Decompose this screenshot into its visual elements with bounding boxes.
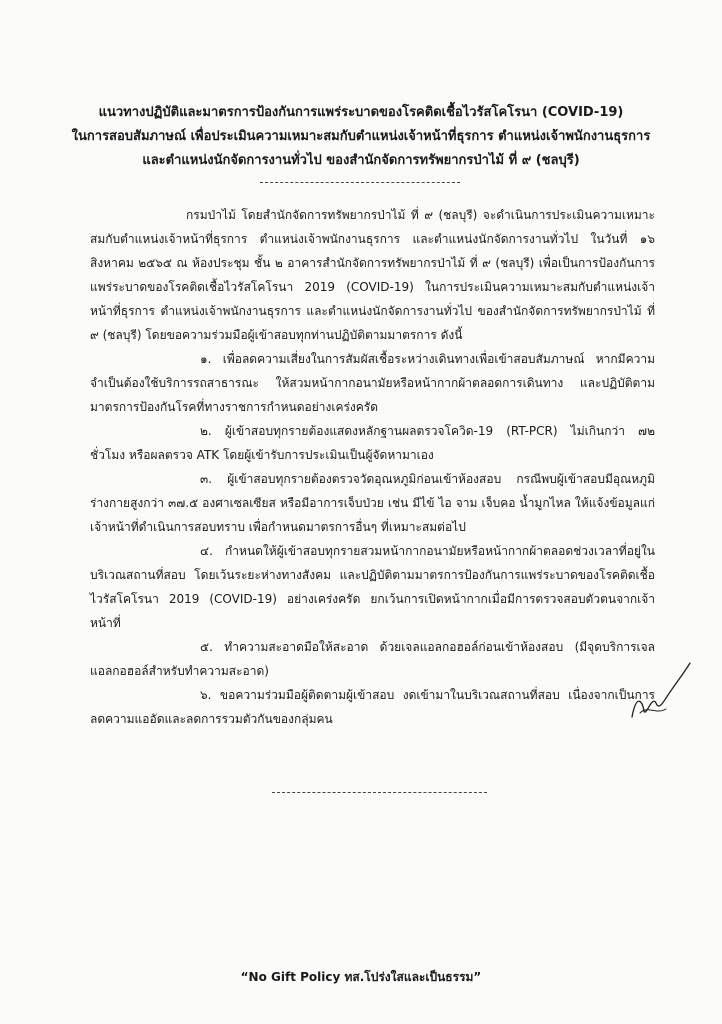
footer-policy: “No Gift Policy ทส.โปร่งใสและเป็นธรรม” bbox=[240, 970, 482, 984]
title-line: แนวทางปฏิบัติและมาตรการป้องกันการแพร่ระบาดของโรคติดเชื้อไวรัสโคโรนา (COVID-19) bbox=[98, 105, 624, 120]
measure-item: ๖. ขอความร่วมมือผู้ติดตามผู้เข้าสอบ งดเข้ามาในบริเวณสถานที่สอบ เนื่องจากเป็นการลดความแออัดและลดการรวมตัวกันของกลุ่มคน bbox=[90, 688, 655, 726]
bottom-divider bbox=[272, 792, 487, 793]
measure-item: ๔. กำหนดให้ผู้เข้าสอบทุกรายสวมหน้ากากอนามัยหรือหน้ากากผ้าตลอดช่วงเวลาที่อยู่ในบริเวณสถานที่สอบ โดยเว้นระยะห่างทางสังคม และปฏิบัติตามมาตรการป้องกันการแพร่ระบาดของโรคติดเชื้อไวรัสโคโรนา 2019 (COVID-19) อย่างเคร่งครัด ยกเว้นการเปิดหน้ากากเมื่อมีการตรวจสอบตัวตนจากเจ้าหน้าที่ bbox=[90, 544, 655, 630]
document-body bbox=[90, 203, 655, 731]
measure-item: ๑. เพื่อลดความเสี่ยงในการสัมผัสเชื้อระหว่างเดินทางเพื่อเข้าสอบสัมภาษณ์ หากมีความจำเป็นต้องใช้บริการรถสาธารณะ ให้สวมหน้ากากอนามัยหรือหน้ากากผ้าตลอดการเดินทาง และปฏิบัติตามมาตรการป้องกันโรคที่ทางราชการกำหนดอย่างเคร่งครัด bbox=[90, 352, 655, 414]
measure-item: ๒. ผู้เข้าสอบทุกรายต้องแสดงหลักฐานผลตรวจโควิด-19 (RT-PCR) ไม่เกินกว่า ๗๒ ชั่วโมง หรือผลตรวจ ATK โดยผู้เข้ารับการประเมินเป็นผู้จัดหามาเอง bbox=[90, 424, 655, 462]
measure-item: ๕. ทำความสะอาดมือให้สะอาด ด้วยเจลแอลกอฮอล์ก่อนเข้าห้องสอบ (มีจุดบริการเจลแอลกอฮอล์สำหรับทำความสะอาด) bbox=[90, 640, 655, 678]
title-line: และตำแหน่งนักจัดการงานทั่วไป ของสำนักจัดการทรัพยากรป่าไม้ ที่ ๙ (ชลบุรี) bbox=[142, 153, 580, 168]
intro-paragraph: กรมป่าไม้ โดยสำนักจัดการทรัพยากรป่าไม้ ที่ ๙ (ชลบุรี) จะดำเนินการประเมินความเหมาะสมกับตำแหน่งเจ้าหน้าที่ธุรการ ตำแหน่งเจ้าพนักงานธุรการ และตำแหน่งนักจัดการงานทั่วไป ในวันที่ ๑๖ สิงหาคม ๒๕๖๕ ณ ห้องประชุม ชั้น ๒ อาคารสำนักจัดการทรัพยากรป่าไม้ ที่ ๙ (ชลบุรี) เพื่อเป็นการป้องกันการแพร่ระบาดของโรคติดเชื้อไวรัสโคโรนา 2019 (COVID-19) ในการประเมินความเหมาะสมกับตำแหน่งเจ้าหน้าที่ธุรการ ตำแหน่งเจ้าพนักงานธุรการ และตำแหน่งนักจัดการงานทั่วไป ของสำนักจัดการทรัพยากรป่าไม้ ที่ ๙ (ชลบุรี) โดยขอความร่วมมือผู้เข้าสอบทุกท่านปฏิบัติตามมาตรการ ดังนี้ bbox=[90, 208, 655, 342]
signature-mark bbox=[626, 655, 696, 730]
measure-item: ๓. ผู้เข้าสอบทุกรายต้องตรวจวัดอุณหภูมิก่อนเข้าห้องสอบ กรณีพบผู้เข้าสอบมีอุณหภูมิร่างกายสูงกว่า ๓๗.๕ องศาเซลเซียส หรือมีอาการเจ็บป่วย เช่น มีไข้ ไอ จาม เจ็บคอ น้ำมูกไหล ให้แจ้งข้อมูลแก่เจ้าหน้าที่ดำเนินการสอบทราบ เพื่อกำหนดมาตรการอื่นๆ ที่เหมาะสมต่อไป bbox=[90, 472, 655, 534]
title-divider bbox=[260, 182, 460, 183]
title-line: ในการสอบสัมภาษณ์ เพื่อประเมินความเหมาะสมกับตำแหน่งเจ้าหน้าที่ธุรการ ตำแหน่งเจ้าพนักงานธุรการ bbox=[71, 129, 651, 144]
document-title bbox=[60, 101, 662, 173]
